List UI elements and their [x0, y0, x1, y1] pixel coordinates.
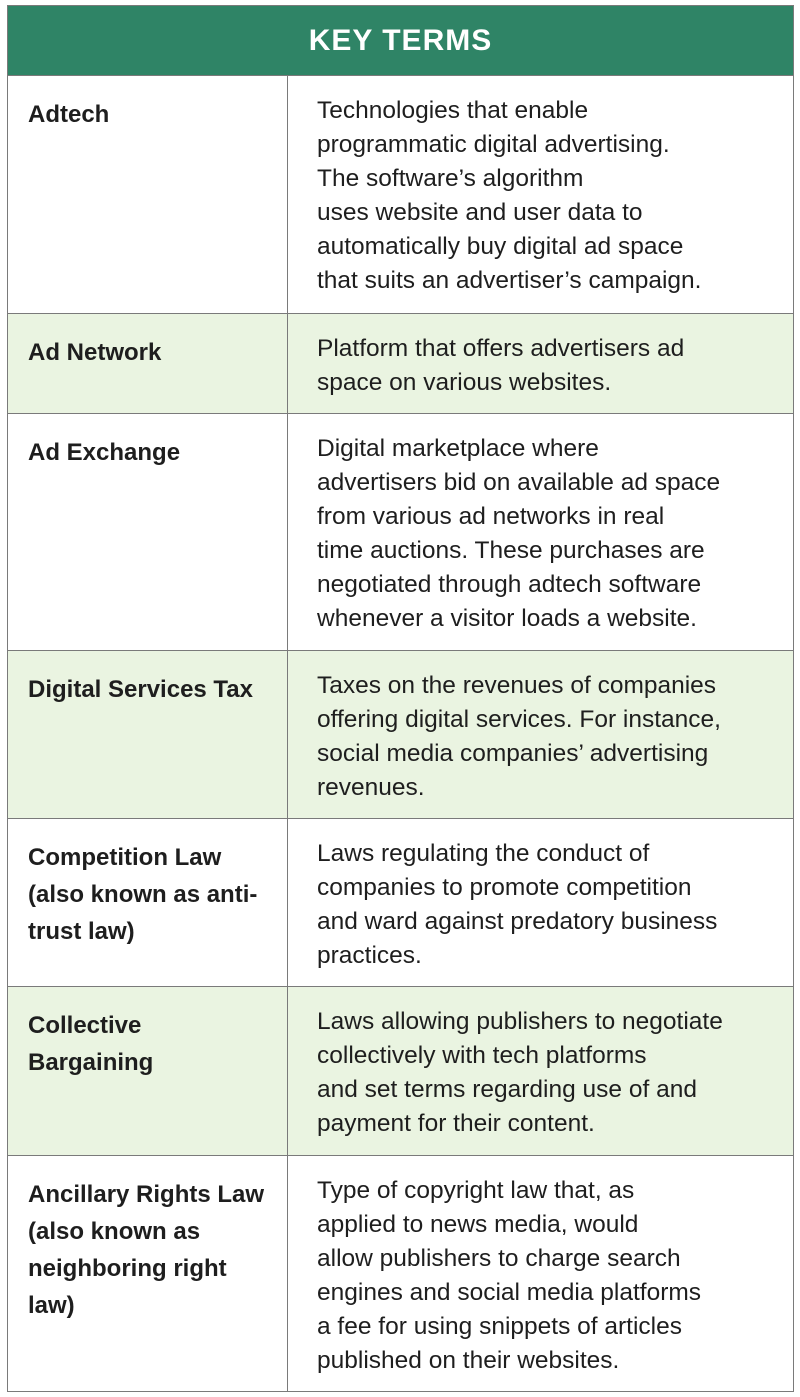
table-row [8, 1155, 793, 1391]
key-terms-table [7, 5, 794, 1392]
table-row [8, 75, 793, 313]
table-row [8, 413, 793, 650]
definition-cell: Laws allowing publishers to negotiate collectively with tech platforms and set terms regarding use of and payment for their content. [317, 1008, 723, 1137]
definition-cell: Type of copyright law that, as applied to news media, would allow publishers to charge search engines and social media platforms a fee for using snippets of articles published on their websites. [317, 1177, 702, 1374]
term-cell: Adtech [8, 76, 288, 313]
table-row [8, 986, 793, 1155]
term-cell: Digital Services Tax [8, 651, 288, 818]
definition-cell: Taxes on the revenues of companies offering digital services. For instance, social media companies’ advertising revenues. [317, 672, 721, 801]
definition-cell: Technologies that enable programmatic digital advertising. The software’s algorithm uses website and user data to automatically buy digital ad space that suits an advertiser’s campaign. [317, 97, 702, 294]
term-cell: Ad Exchange [8, 414, 288, 650]
definition-cell: Laws regulating the conduct of companies to promote competition and ward against predatory business practices. [317, 840, 718, 969]
table-row [8, 818, 793, 986]
definition-cell: Digital marketplace where advertisers bid on available ad space from various ad networks in real time auctions. These purchases are negotiated through adtech software whenever a visitor loads a website. [317, 435, 721, 632]
definition-cell: Platform that offers advertisers ad space on various websites. [317, 335, 685, 396]
term-cell: Ancillary Rights Law (also known as neighboring right law) [8, 1156, 288, 1391]
table-row [8, 313, 793, 413]
term-cell: Competition Law (also known as anti-trust law) [8, 819, 288, 986]
table-title: KEY TERMS [8, 6, 793, 75]
term-cell: Ad Network [8, 314, 288, 413]
term-cell: Collective Bargaining [8, 987, 288, 1155]
table-row [8, 650, 793, 818]
